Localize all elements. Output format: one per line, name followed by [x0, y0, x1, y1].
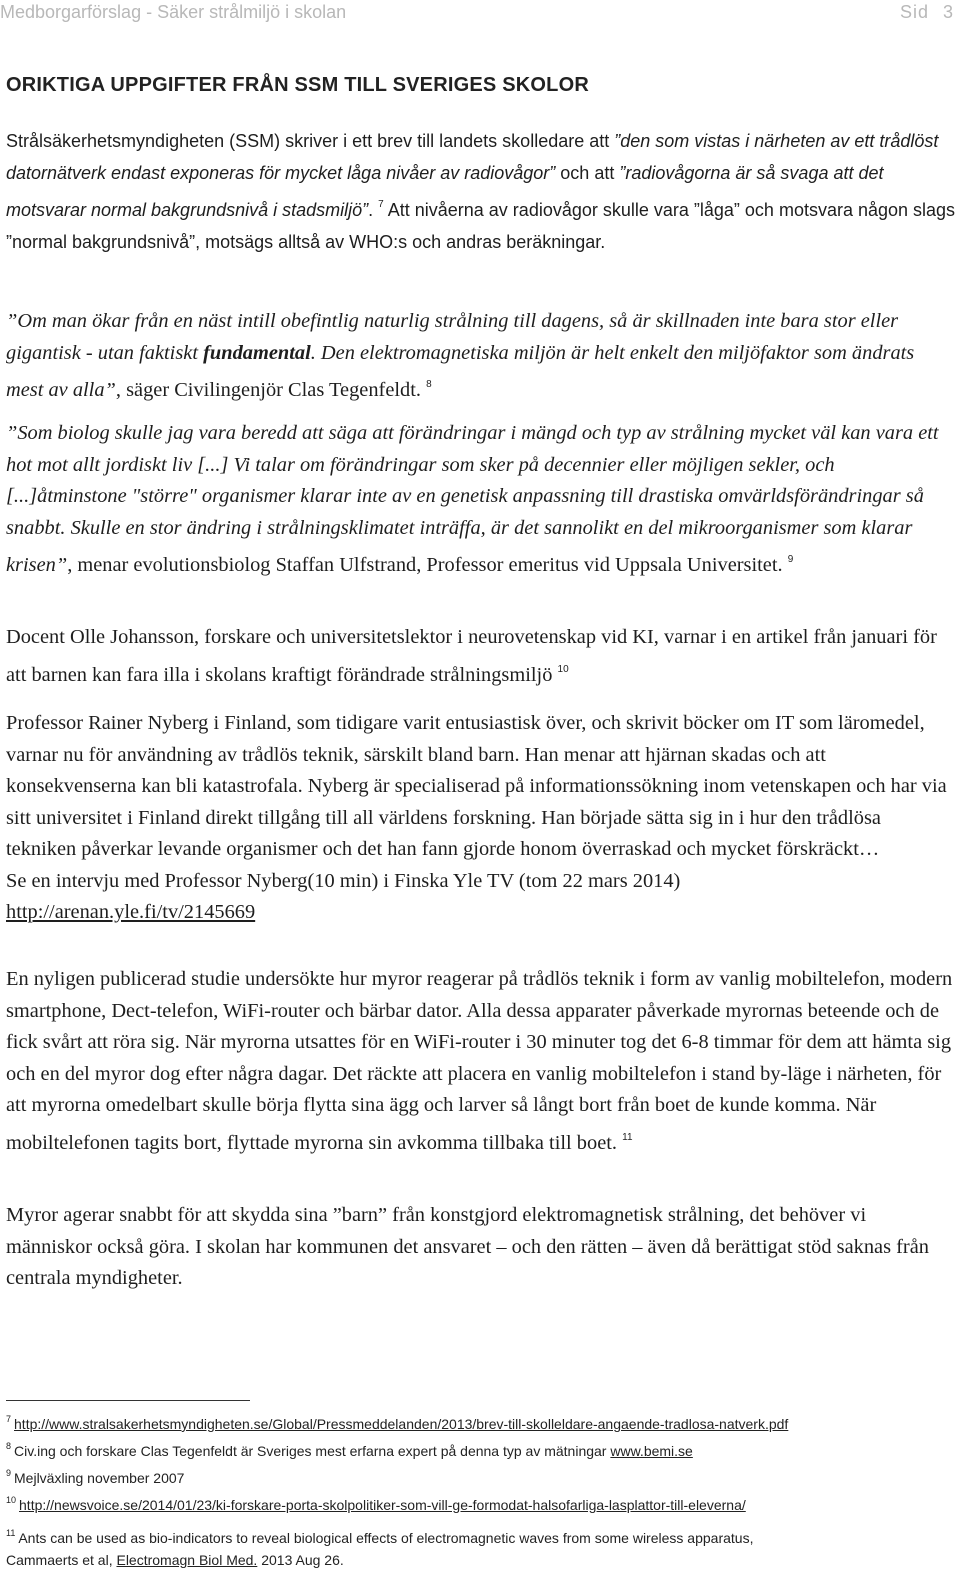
- paragraph-ant-study: En nyligen publicerad studie undersökte hur myror reagerar på trådlös teknik i form av vanlig mobiltelefon, modern smartphone, Dect-telefon, WiFi-router och bärbar dator. Alla dessa apparater påverkade myrornas beteende och de fick svårt att röra sig. När myrorna utsattes för en WiFi-router i 30 minuter tog det 6-8 timmar för dem att hämta sig och en del myror dog efter några dagar. Det räckte att placera en vanlig mobiltelefon i stand by-läge i närheten, för att myrorna omedelbart skulle börja flytta sina ägg och larver så långt bort från boet de kunde komma. När mobiltelefonen tagits bort, flyttade myrorna sin avkomma tillbaka till boet. $^{11}$: [6, 968, 953, 1154]
- footnote-8-link[interactable]: www.bemi.se: [610, 1443, 693, 1459]
- footnote-11: $^{11}$ Ants can be used as bio-indicators to reveal biological effects of electromagnetic waves from some wireless apparatus,: [6, 1528, 754, 1546]
- footnote-7-link[interactable]: http://www.stralsakerhetsmyndigheten.se/Global/Pressmeddelanden/2013/brev-till-skolleldare-angaende-tradlosa-natverk.pdf: [14, 1416, 789, 1432]
- interview-note: Se en intervju med Professor Nyberg(10 min) i Finska Yle TV (tom 22 mars 2014): [6, 869, 681, 892]
- document-title: Medborgarförslag - Säker strålmiljö i skolan: [0, 2, 347, 22]
- page-header: [0, 2, 960, 26]
- footnote-ref-11[interactable]: 11: [622, 1131, 633, 1143]
- yle-link[interactable]: http://arenan.yle.fi/tv/2145669: [6, 901, 256, 923]
- section-heading: ORIKTIGA UPPGIFTER FRÅN SSM TILL SVERIGES SKOLOR: [6, 74, 589, 96]
- paragraph-johansson: Docent Olle Johansson, forskare och universitetslektor i neurovetenskap vid KI, varnar i en artikel från januari för att barnen kan fara illa i skolans kraftigt förändrade strålningsmiljö $^{10}$: [6, 626, 937, 686]
- page-number: 3: [942, 2, 954, 22]
- paragraph-ulfstrand-quote: ”Som biolog skulle jag vara beredd att säga att förändringar i mängd och typ av strålning mycket väl kan vara ett hot mot allt jordiskt liv [...] Vi talar om förändringar som sker på decennier eller möjligen sekler, och [...]åtminstone "större" organismer klarar inte av en genetisk anpassning till drastiska omvärldsförändringar så snabbt. Skulle en stor ändring i strålningsklimatet inträffa, är det sannolikt en del mikroorganismer som klarar krisen”, menar evolutionsbiolog Staffan Ulfstrand, Professor emeritus vid Uppsala Universitet. $^9$: [6, 422, 939, 576]
- footnote-10: $^{10}$ http://newsvoice.se/2014/01/23/ki-forskare-porta-skolpolitiker-som-vill-ge-formodat-halsofarliga-lasplattor-till-eleverna/: [6, 1495, 746, 1513]
- footnote-10-link[interactable]: http://newsvoice.se/2014/01/23/ki-forskare-porta-skolpolitiker-som-vill-ge-formodat-halsofarliga-lasplattor-till-eleverna/: [19, 1497, 746, 1513]
- footnote-divider: [6, 1400, 250, 1401]
- footnote-ref-7[interactable]: 7: [378, 199, 384, 210]
- paragraph-tegenfeldt-quote: ”Om man ökar från en näst intill obefintlig naturlig strålning till dagens, så är skillnaden inte bara stor eller gigantisk - utan faktiskt fundamental. Den elektromagnetiska miljön är helt enkelt den miljöfaktor som ändrats mest av alla”, säger Civilingenjör Clas Tegenfeldt. $^8$: [6, 310, 915, 401]
- footnote-7: $^7$ http://www.stralsakerhetsmyndigheten.se/Global/Pressmeddelanden/2013/brev-till-skolleldare-angaende-tradlosa-natverk.pdf: [6, 1414, 789, 1432]
- footnotes: [6, 1408, 956, 1571]
- sid-label: Sid: [899, 2, 929, 22]
- paragraph-ssm: Strålsäkerhetsmyndigheten (SSM) skriver i ett brev till landets skolledare att ”den som vistas i närheten av ett trådlöst datornätverk endast exponeras för mycket låga nivåer av radiovågor” och att ”radiovågorna är så svaga att det motsvarar normal bakgrundsnivå i stadsmiljö”. $^7$ Att nivåerna av radiovågor skulle vara ”låga” och motsvara någon slags ”normal bakgrundsnivå”, motsägs alltså av WHO:s och andras beräkningar.: [6, 131, 956, 252]
- paragraph-conclusion: Myror agerar snabbt för att skydda sina ”barn” från konstgjord elektromagnetisk strålning, det behöver vi människor också göra. I skolan har kommunen det ansvaret – och den rätten – även då berättigat stöd saknas från centrala myndigheter.: [6, 1204, 929, 1289]
- page-indicator: [900, 2, 954, 23]
- footnote-ref-10[interactable]: 10: [557, 663, 569, 675]
- footnote-11-continued: Cammaerts et al, Electromagn Biol Med. 2013 Aug 26.: [6, 1552, 344, 1568]
- journal-link[interactable]: Electromagn Biol Med.: [116, 1552, 258, 1568]
- footnote-ref-9[interactable]: 9: [787, 554, 794, 565]
- footnote-ref-8[interactable]: 8: [426, 379, 432, 390]
- paragraph-nyberg: Professor Rainer Nyberg i Finland, som tidigare varit entusiastisk över, och skrivit böcker om IT som läromedel, varnar nu för användning av trådlös teknik, särskilt bland barn. Han menar att hjärnan skadas och att konsekvenserna kan bli katastrofala. Nyberg är specialiserad på informationssökning inom vetenskapen och har via sitt universitet i Finland direkt tillgång till all världens forskning. Han började sätta sig in i hur den trådlösa tekniken påverkar levande organismer och det han fann gjorde honom överraskad och mycket förskräckt… Se en intervju med Professor Nyberg(10 min) i Finska Yle TV (tom 22 mars 2014) http://arenan.yle.fi/tv/2145669: [6, 708, 956, 929]
- footnote-8: $^8$ Civ.ing och forskare Clas Tegenfeldt är Sveriges mest erfarna expert på denna typ av mätningar www.bemi.se: [6, 1441, 693, 1459]
- footnote-9: $^9$ Mejlväxling november 2007: [6, 1468, 185, 1486]
